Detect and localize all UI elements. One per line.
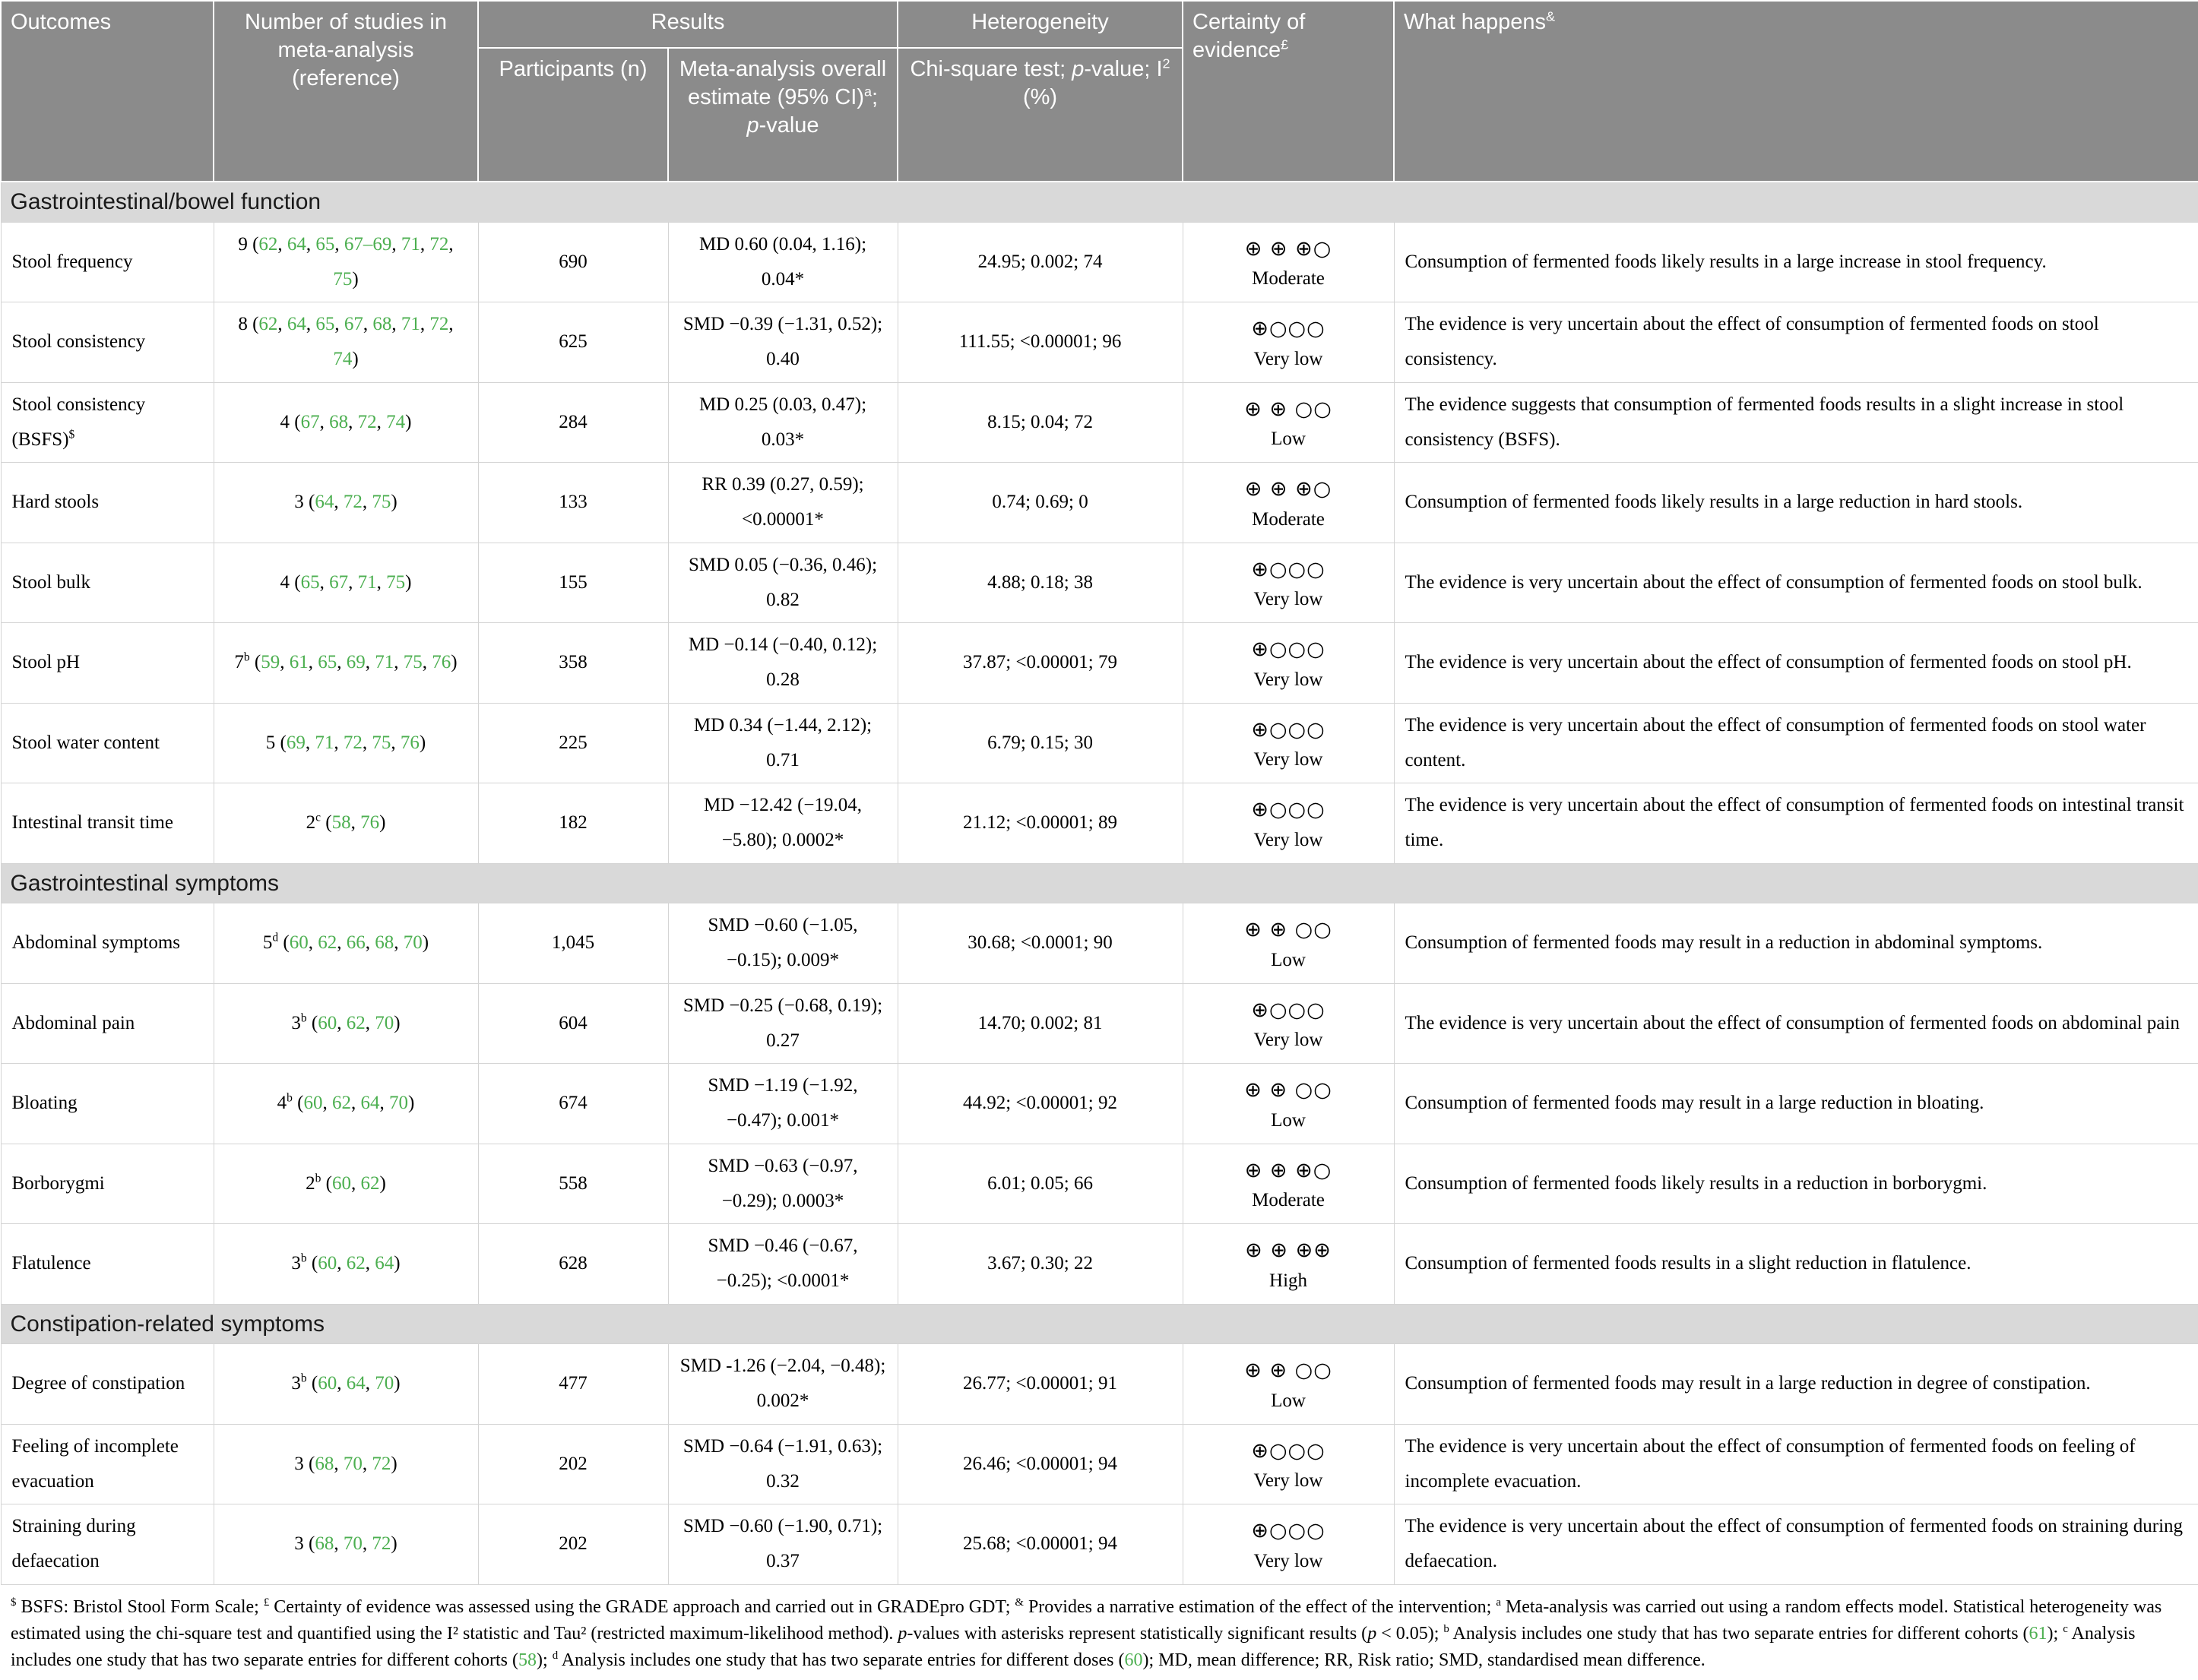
table-row: [1, 382, 2198, 463]
table-row: [1, 463, 2198, 543]
certainty-symbols: ⊕○○○: [1251, 557, 1325, 581]
participants-cell: 604: [478, 983, 668, 1064]
certainty-symbols: ⊕○○○: [1251, 317, 1325, 341]
reference-link[interactable]: 65: [315, 233, 335, 255]
reference-link[interactable]: 69: [346, 652, 366, 673]
outcome-cell: Stool pH: [1, 623, 214, 704]
participants-cell: 1,045: [478, 903, 668, 984]
reference-link[interactable]: 75: [386, 571, 406, 593]
reference-link[interactable]: 64: [287, 233, 306, 255]
outcome-cell: Bloating: [1, 1064, 214, 1144]
outcome-cell: Intestinal transit time: [1, 783, 214, 864]
reference-link[interactable]: 70: [403, 932, 423, 954]
table-row: [1, 983, 2198, 1064]
studies-cell: 3 (64, 72, 75): [214, 463, 478, 543]
studies-cell: 5$^d$ (60, 62, 66, 68, 70): [214, 903, 478, 984]
reference-link[interactable]: 67: [344, 314, 363, 334]
studies-cell: 4 (65, 67, 71, 75): [214, 543, 478, 623]
participants-cell: 477: [478, 1344, 668, 1425]
certainty-cell: [1183, 1224, 1394, 1305]
certainty-label: Very low: [1253, 589, 1323, 610]
what-happens-cell: Consumption of fermented foods results in a slight reduction in flatulence.: [1394, 1224, 2198, 1305]
reference-link[interactable]: 68: [315, 1453, 334, 1474]
reference-link[interactable]: 70: [375, 1012, 394, 1033]
section-title: Gastrointestinal symptoms: [1, 863, 2198, 903]
footnote-marker: b: [1443, 1622, 1449, 1635]
estimate-cell: SMD −0.39 (−1.31, 0.52); 0.40: [668, 302, 898, 383]
estimate-cell: SMD −0.60 (−1.90, 0.71); 0.37: [668, 1504, 898, 1585]
studies-cell: 3$^b$ (60, 62, 70): [214, 983, 478, 1064]
studies-cell: 5 (69, 71, 72, 75, 76): [214, 703, 478, 783]
reference-link[interactable]: 59: [261, 652, 280, 673]
certainty-symbols: ⊕ ⊕ ⊕⊕: [1245, 1239, 1332, 1263]
participants-cell: 202: [478, 1424, 668, 1504]
certainty-cell: [1183, 1504, 1394, 1585]
reference-link[interactable]: 62: [318, 932, 337, 954]
section-header-row: [1, 182, 2198, 222]
col-header-results: Results: [478, 1, 898, 48]
section-header-row: [1, 1304, 2198, 1344]
reference-link[interactable]: 75: [372, 732, 391, 753]
certainty-cell: [1183, 382, 1394, 463]
i-squared-superscript: 2: [1162, 55, 1170, 71]
study-count-superscript: b: [315, 1172, 321, 1185]
reference-link[interactable]: 70: [389, 1093, 408, 1114]
participants-cell: 674: [478, 1064, 668, 1144]
footnote-marker: a: [1496, 1596, 1501, 1609]
certainty-symbols: ⊕○○○: [1251, 998, 1325, 1022]
table-header: [1, 1, 2198, 182]
certainty-symbols: ⊕ ⊕ ○○: [1244, 918, 1332, 942]
what-happens-cell: The evidence is very uncertain about the effect of consumption of fermented foods on stool consistency.: [1394, 302, 2198, 383]
what-happens-cell: The evidence is very uncertain about the effect of consumption of fermented foods on abdominal pain: [1394, 983, 2198, 1064]
reference-link[interactable]: 58: [518, 1650, 537, 1670]
col-header-heterogeneity: Heterogeneity: [898, 1, 1183, 48]
heterogeneity-cell: 6.01; 0.05; 66: [898, 1144, 1183, 1224]
reference-link[interactable]: 60: [289, 932, 309, 954]
reference-link[interactable]: 67: [329, 571, 349, 593]
reference-link[interactable]: 61: [2029, 1623, 2048, 1644]
estimate-cell: MD 0.34 (−1.44, 2.12); 0.71: [668, 703, 898, 783]
section-title: Gastrointestinal/bowel function: [1, 182, 2198, 222]
col-header-chi-square: Chi-square test; p-value; $I^2$ (%): [898, 48, 1183, 182]
table-row: [1, 783, 2198, 864]
reference-link[interactable]: 71: [375, 652, 394, 673]
outcome-cell: Flatulence: [1, 1224, 214, 1305]
outcome-cell: Stool water content: [1, 703, 214, 783]
certainty-symbols: ⊕○○○: [1251, 1519, 1325, 1543]
heterogeneity-cell: 25.68; <0.00001; 94: [898, 1504, 1183, 1585]
heterogeneity-cell: 6.79; 0.15; 30: [898, 703, 1183, 783]
certainty-label: Low: [1271, 1109, 1306, 1131]
heterogeneity-cell: 3.67; 0.30; 22: [898, 1224, 1183, 1305]
certainty-symbols: ⊕○○○: [1251, 717, 1325, 742]
reference-link[interactable]: 62: [332, 1093, 351, 1114]
estimate-cell: MD −12.42 (−19.04, −5.80); 0.0002*: [668, 783, 898, 864]
certainty-header-label: Certainty of evidence: [1192, 10, 1306, 63]
studies-cell: 2$^b$ (60, 62): [214, 1144, 478, 1224]
reference-link[interactable]: 71: [357, 571, 377, 593]
header-row-top: [1, 1, 2198, 48]
studies-cell: 8 (62, 64, 65, 67, 68, 71, 72, 74): [214, 302, 478, 383]
what-happens-cell: The evidence is very uncertain about the effect of consumption of fermented foods on intestinal transit time.: [1394, 783, 2198, 864]
studies-cell: 3 (68, 70, 72): [214, 1504, 478, 1585]
certainty-symbols: ⊕ ⊕ ○○: [1244, 1078, 1332, 1103]
footnote-italic-term: p: [1367, 1623, 1377, 1644]
participants-cell: 625: [478, 302, 668, 383]
what-happens-header-label: What happens: [1404, 10, 1547, 34]
reference-link[interactable]: 76: [400, 732, 420, 753]
col-header-participants: Participants (n): [478, 48, 668, 182]
estimate-cell: SMD −0.46 (−0.67, −0.25); <0.0001*: [668, 1224, 898, 1305]
estimate-cell: SMD −0.63 (−0.97, −0.29); 0.0003*: [668, 1144, 898, 1224]
heterogeneity-cell: 37.87; <0.00001; 79: [898, 623, 1183, 704]
estimate-cell: SMD 0.05 (−0.36, 0.46); 0.82: [668, 543, 898, 623]
certainty-cell: [1183, 1144, 1394, 1224]
participants-cell: 284: [478, 382, 668, 463]
what-happens-cell: The evidence is very uncertain about the effect of consumption of fermented foods on stool pH.: [1394, 623, 2198, 704]
study-count-superscript: b: [300, 1251, 307, 1265]
what-happens-cell: Consumption of fermented foods may result in a large reduction in bloating.: [1394, 1064, 2198, 1144]
reference-link[interactable]: 72: [357, 411, 377, 432]
certainty-symbols: ⊕○○○: [1251, 638, 1325, 662]
certainty-label: Very low: [1253, 1550, 1323, 1571]
estimate-cell: MD 0.60 (0.04, 1.16); 0.04*: [668, 222, 898, 302]
reference-link[interactable]: 71: [315, 732, 334, 753]
reference-link[interactable]: 66: [346, 932, 366, 954]
reference-link[interactable]: 75: [403, 652, 423, 673]
col-header-studies: Number of studies in meta-analysis (reference): [214, 1, 478, 182]
outcome-cell: Feeling of incomplete evacuation: [1, 1424, 214, 1504]
reference-link[interactable]: 65: [318, 652, 337, 673]
certainty-label: Very low: [1253, 348, 1323, 369]
reference-link[interactable]: 64: [287, 314, 306, 334]
studies-cell: 7$^b$ (59, 61, 65, 69, 71, 75, 76): [214, 623, 478, 704]
participants-cell: 358: [478, 623, 668, 704]
col-header-certainty: [1183, 1, 1394, 182]
what-happens-cell: The evidence is very uncertain about the effect of consumption of fermented foods on feeling of incomplete evacuation.: [1394, 1424, 2198, 1504]
certainty-cell: [1183, 1424, 1394, 1504]
certainty-label: Very low: [1253, 829, 1323, 850]
certainty-cell: [1183, 463, 1394, 543]
heterogeneity-cell: 26.77; <0.00001; 91: [898, 1344, 1183, 1425]
footnote-marker: £: [263, 1596, 270, 1609]
participants-cell: 690: [478, 222, 668, 302]
participants-cell: 182: [478, 783, 668, 864]
estimate-cell: MD −0.14 (−0.40, 0.12); 0.28: [668, 623, 898, 704]
estimate-cell: MD 0.25 (0.03, 0.47); 0.03*: [668, 382, 898, 463]
reference-link[interactable]: 70: [343, 1453, 363, 1474]
reference-link[interactable]: 58: [331, 812, 351, 834]
certainty-symbols: ⊕ ⊕ ○○: [1244, 397, 1332, 421]
certainty-label: Very low: [1253, 669, 1323, 690]
estimate-cell: SMD −0.25 (−0.68, 0.19); 0.27: [668, 983, 898, 1064]
certainty-label: High: [1269, 1270, 1308, 1291]
section-title: Constipation-related symptoms: [1, 1304, 2198, 1344]
reference-link[interactable]: 70: [375, 1373, 394, 1394]
certainty-symbols: ⊕○○○: [1251, 798, 1325, 822]
reference-link[interactable]: 60: [1124, 1650, 1143, 1670]
reference-link[interactable]: 64: [375, 1253, 394, 1274]
certainty-cell: [1183, 903, 1394, 984]
study-count-superscript: b: [300, 1372, 307, 1385]
certainty-symbols: ⊕ ⊕ ○○: [1244, 1359, 1332, 1383]
participants-cell: 225: [478, 703, 668, 783]
reference-link[interactable]: 62: [360, 1172, 380, 1194]
reference-link[interactable]: 60: [318, 1012, 337, 1033]
col-header-estimate: Meta-analysis overall estimate (95% CI)$^a$; p-value: [668, 48, 898, 182]
reference-link[interactable]: 67: [300, 411, 320, 432]
estimate-cell: SMD −0.60 (−1.05, −0.15); 0.009*: [668, 903, 898, 984]
reference-link[interactable]: 64: [360, 1093, 380, 1114]
reference-link[interactable]: 68: [315, 1533, 334, 1555]
certainty-cell: [1183, 543, 1394, 623]
study-count-superscript: d: [272, 931, 279, 944]
certainty-symbols: ⊕ ⊕ ⊕○: [1244, 1158, 1332, 1182]
outcome-cell: Abdominal symptoms: [1, 903, 214, 984]
reference-link[interactable]: 72: [343, 492, 363, 513]
heterogeneity-cell: 14.70; 0.002; 81: [898, 983, 1183, 1064]
col-header-outcomes: Outcomes: [1, 1, 214, 182]
certainty-cell: [1183, 703, 1394, 783]
outcome-cell: Degree of constipation: [1, 1344, 214, 1425]
participants-cell: 155: [478, 543, 668, 623]
studies-cell: 3$^b$ (60, 64, 70): [214, 1344, 478, 1425]
certainty-label: Moderate: [1252, 1190, 1325, 1211]
certainty-symbols: ⊕ ⊕ ⊕○: [1244, 477, 1332, 501]
outcome-cell: Stool consistency (BSFS)$: [1, 382, 214, 463]
reference-link[interactable]: 68: [372, 314, 392, 334]
reference-link[interactable]: 60: [303, 1093, 323, 1114]
studies-cell: 4$^b$ (60, 62, 64, 70): [214, 1064, 478, 1144]
reference-link[interactable]: 62: [258, 314, 278, 334]
reference-link[interactable]: 72: [343, 732, 363, 753]
certainty-cell: [1183, 1064, 1394, 1144]
outcome-cell: Straining during defaecation: [1, 1504, 214, 1585]
heterogeneity-cell: 44.92; <0.00001; 92: [898, 1064, 1183, 1144]
certainty-label: Low: [1271, 949, 1306, 970]
studies-cell: 3$^b$ (60, 62, 64): [214, 1224, 478, 1305]
table-row: [1, 302, 2198, 383]
participants-cell: 628: [478, 1224, 668, 1305]
study-count-superscript: b: [300, 1011, 307, 1025]
footnote-marker: c: [2063, 1622, 2068, 1635]
table-row: [1, 703, 2198, 783]
reference-link[interactable]: 74: [386, 411, 406, 432]
reference-link[interactable]: 61: [289, 652, 309, 673]
reference-link[interactable]: 60: [318, 1373, 337, 1394]
footnote-marker: d: [552, 1649, 559, 1662]
reference-link[interactable]: 72: [372, 1533, 391, 1555]
table-body: [1, 182, 2198, 1584]
what-happens-cell: Consumption of fermented foods likely results in a large increase in stool frequency.: [1394, 222, 2198, 302]
heterogeneity-cell: 0.74; 0.69; 0: [898, 463, 1183, 543]
footnote-marker: $: [11, 1596, 17, 1609]
certainty-header-superscript: £: [1281, 36, 1289, 52]
reference-link[interactable]: 76: [432, 652, 451, 673]
studies-cell: 3 (68, 70, 72): [214, 1424, 478, 1504]
estimate-header-superscript: a: [864, 84, 873, 100]
certainty-cell: [1183, 783, 1394, 864]
reference-link[interactable]: 75: [333, 268, 353, 289]
section-header-row: [1, 863, 2198, 903]
heterogeneity-cell: 4.88; 0.18; 38: [898, 543, 1183, 623]
heterogeneity-cell: 24.95; 0.002; 74: [898, 222, 1183, 302]
reference-link[interactable]: 64: [315, 492, 334, 513]
outcome-cell: Stool bulk: [1, 543, 214, 623]
table-row: [1, 1504, 2198, 1585]
participants-cell: 558: [478, 1144, 668, 1224]
footnote-italic-term: p: [898, 1623, 907, 1644]
reference-link[interactable]: 68: [375, 932, 394, 954]
study-count-superscript: b: [287, 1091, 293, 1105]
table-row: [1, 1344, 2198, 1425]
studies-cell: 9 (62, 64, 65, 67–69, 71, 72, 75): [214, 222, 478, 302]
certainty-cell: [1183, 983, 1394, 1064]
certainty-cell: [1183, 623, 1394, 704]
heterogeneity-cell: 26.46; <0.00001; 94: [898, 1424, 1183, 1504]
reference-link[interactable]: 76: [360, 812, 380, 834]
what-happens-cell: The evidence is very uncertain about the effect of consumption of fermented foods on stool water content.: [1394, 703, 2198, 783]
reference-link[interactable]: 72: [429, 314, 449, 334]
study-count-superscript: b: [243, 650, 250, 664]
what-happens-header-superscript: &: [1546, 8, 1556, 24]
reference-link[interactable]: 65: [315, 314, 335, 334]
study-count-superscript: c: [315, 811, 321, 824]
col-header-what-happens: [1394, 1, 2198, 182]
table-row: [1, 1424, 2198, 1504]
reference-link[interactable]: 68: [329, 411, 349, 432]
estimate-cell: SMD −0.64 (−1.91, 0.63); 0.32: [668, 1424, 898, 1504]
estimate-cell: RR 0.39 (0.27, 0.59); <0.00001*: [668, 463, 898, 543]
certainty-label: Very low: [1253, 749, 1323, 770]
reference-link[interactable]: 71: [401, 314, 420, 334]
heterogeneity-cell: 111.55; <0.00001; 96: [898, 302, 1183, 383]
participants-cell: 202: [478, 1504, 668, 1585]
heterogeneity-cell: 21.12; <0.00001; 89: [898, 783, 1183, 864]
certainty-cell: [1183, 222, 1394, 302]
outcome-cell: Abdominal pain: [1, 983, 214, 1064]
reference-link[interactable]: 72: [429, 233, 449, 255]
certainty-label: Very low: [1253, 1030, 1323, 1051]
reference-link[interactable]: 60: [318, 1253, 337, 1274]
certainty-label: Low: [1271, 429, 1306, 450]
participants-cell: 133: [478, 463, 668, 543]
heterogeneity-cell: 8.15; 0.04; 72: [898, 382, 1183, 463]
what-happens-cell: Consumption of fermented foods likely results in a large reduction in hard stools.: [1394, 463, 2198, 543]
table-row: [1, 1064, 2198, 1144]
certainty-cell: [1183, 302, 1394, 383]
reference-link[interactable]: 71: [401, 233, 420, 255]
reference-link[interactable]: 70: [343, 1533, 363, 1555]
certainty-symbols: ⊕ ⊕ ⊕○: [1244, 236, 1332, 261]
reference-link[interactable]: 75: [372, 492, 391, 513]
certainty-label: Low: [1271, 1390, 1306, 1411]
reference-link[interactable]: 67–69: [344, 233, 392, 255]
what-happens-cell: Consumption of fermented foods likely results in a reduction in borborygmi.: [1394, 1144, 2198, 1224]
what-happens-cell: The evidence is very uncertain about the effect of consumption of fermented foods on straining during defaecation.: [1394, 1504, 2198, 1585]
studies-cell: 4 (67, 68, 72, 74): [214, 382, 478, 463]
reference-link[interactable]: 72: [372, 1453, 391, 1474]
reference-link[interactable]: 60: [332, 1172, 351, 1194]
outcome-cell: Borborygmi: [1, 1144, 214, 1224]
outcome-cell: Stool consistency: [1, 302, 214, 383]
reference-link[interactable]: 64: [346, 1373, 366, 1394]
certainty-label: Moderate: [1252, 268, 1325, 289]
table-row: [1, 1144, 2198, 1224]
table-row: [1, 623, 2198, 704]
what-happens-cell: Consumption of fermented foods may result in a large reduction in degree of constipation.: [1394, 1344, 2198, 1425]
footnote-marker: &: [1015, 1596, 1024, 1609]
what-happens-cell: The evidence suggests that consumption of fermented foods results in a slight increase in stool consistency (BSFS).: [1394, 382, 2198, 463]
what-happens-cell: Consumption of fermented foods may result in a reduction in abdominal symptoms.: [1394, 903, 2198, 984]
table-row: [1, 1224, 2198, 1305]
certainty-label: Very low: [1253, 1470, 1323, 1492]
reference-link[interactable]: 62: [346, 1253, 366, 1274]
reference-link[interactable]: 74: [333, 349, 353, 370]
table-row: [1, 903, 2198, 984]
what-happens-cell: The evidence is very uncertain about the effect of consumption of fermented foods on stool bulk.: [1394, 543, 2198, 623]
reference-link[interactable]: 62: [346, 1012, 366, 1033]
reference-link[interactable]: 62: [258, 233, 278, 255]
reference-link[interactable]: 69: [286, 732, 306, 753]
studies-cell: 2$^c$ (58, 76): [214, 783, 478, 864]
outcome-cell: Hard stools: [1, 463, 214, 543]
certainty-symbols: ⊕○○○: [1251, 1438, 1325, 1463]
outcome-superscript: $: [68, 428, 75, 441]
outcome-cell: Stool frequency: [1, 222, 214, 302]
heterogeneity-cell: 30.68; <0.0001; 90: [898, 903, 1183, 984]
estimate-cell: SMD -1.26 (−2.04, −0.48); 0.002*: [668, 1344, 898, 1425]
certainty-cell: [1183, 1344, 1394, 1425]
table-row: [1, 543, 2198, 623]
estimate-cell: SMD −1.19 (−1.92, −0.47); 0.001*: [668, 1064, 898, 1144]
certainty-label: Moderate: [1252, 508, 1325, 530]
table-row: [1, 222, 2198, 302]
footnotes: $ BSFS: Bristol Stool Form Scale; £ Certainty of evidence was assessed using the GRADE approach and carried out in GRADEpro GDT; & Provides a narrative estimation of the effect of the intervention; $^a$ Meta-analysis was carried out using a random effects model. Statistical heterogeneity was estimated using the chi-square test and quantified using the I² statistic and Tau² (restricted maximum-likelihood method). p-values with asterisks represent statistically significant results (p < 0.05); $^b$ Analysis includes one study that has two separate entries for different cohorts (61); $^c$ Analysis includes one study that has two separate entries for different cohorts (58); $^d$ Analysis includes one study that has two separate entries for different doses (60); MD, mean difference; RR, Risk ratio; SMD, standardised mean difference.: [11, 1596, 2162, 1670]
reference-link[interactable]: 65: [300, 571, 320, 593]
